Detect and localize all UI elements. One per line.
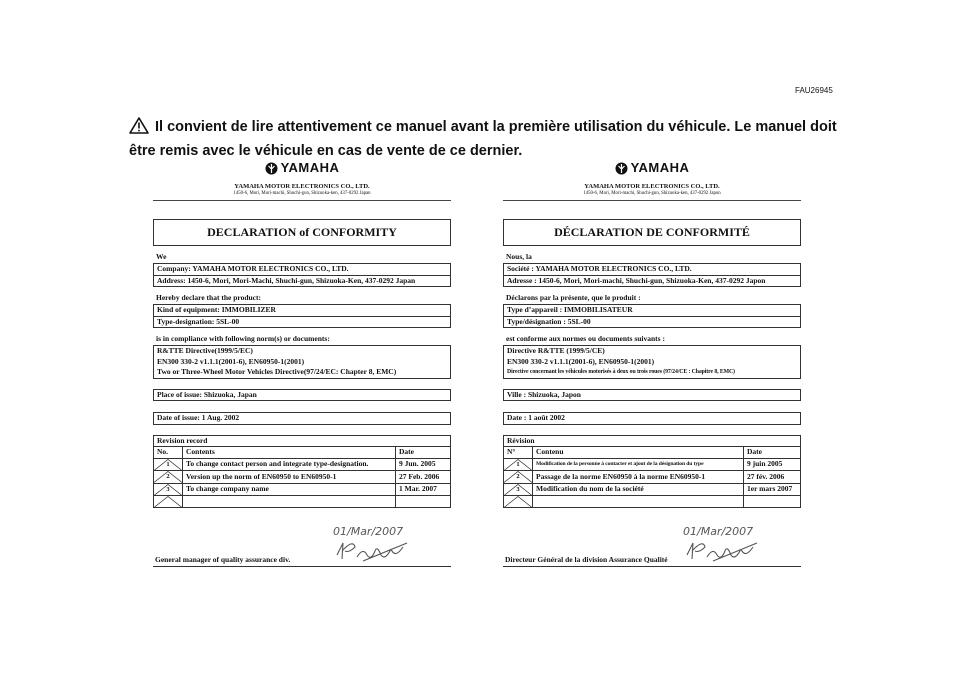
declaration-title: DECLARATION of CONFORMITY <box>153 219 451 246</box>
date-box <box>503 412 801 425</box>
norm-row: R&TTE Directive(1999/5/EC) <box>157 346 253 355</box>
date-box <box>153 412 451 425</box>
norms-box <box>503 345 801 379</box>
rev-date: 9 Jun. 2005 <box>396 458 451 471</box>
rev-contents: Passage de la norme EN60950 à la norme EN60950-1 <box>533 471 744 484</box>
type-row: Type/désignation : 5SL-00 <box>504 316 800 328</box>
divider <box>503 200 801 201</box>
declaration-title: DÉCLARATION DE CONFORMITÉ <box>503 219 801 246</box>
warning-text: Il convient de lire attentivement ce manuel avant la première utilisation du véhicule. Le manuel doit être remis avec le véhicule en cas de vente de ce dernier. <box>129 119 837 159</box>
company-name: YAMAHA MOTOR ELECTRONICS CO., LTD. <box>584 183 720 190</box>
revision-title: Révision <box>504 435 801 447</box>
rev-no: 1 <box>166 460 170 468</box>
table-row <box>154 496 451 508</box>
signatory-title: Directeur Général de la division Assurance Qualité <box>505 554 668 564</box>
rev-date: 27 fév. 2006 <box>744 471 801 484</box>
revision-title: Revision record <box>154 435 451 447</box>
svg-text:01/Mar/2007: 01/Mar/2007 <box>333 524 404 538</box>
table-row <box>154 458 451 471</box>
warning-notice <box>129 115 849 163</box>
address-row: Adresse : 1450-6, Mori, Mori-machi, Shuchi-gun, Shizuoka-Ken, 437-0292 Japon <box>504 275 800 287</box>
place-box <box>153 389 451 402</box>
revision-table <box>153 435 451 508</box>
table-row <box>154 483 451 496</box>
address-row: Address: 1450-6, Mori, Mori-Machi, Shuchi-gun, Shizuoka-Ken, 437-0292 Japan <box>154 275 450 287</box>
tuning-fork-logo-icon <box>615 162 628 175</box>
svg-text:01/Mar/2007: 01/Mar/2007 <box>683 524 754 538</box>
table-row <box>504 496 801 508</box>
date-issue-row: Date : 1 août 2002 <box>507 413 565 422</box>
rev-no-header: N° <box>504 447 533 459</box>
rev-date: 27 Feb. 2006 <box>396 471 451 484</box>
signatory-title: General manager of quality assurance div. <box>155 554 291 564</box>
table-row <box>504 458 801 471</box>
table-row <box>504 483 801 496</box>
rev-contents: Modification du nom de la société <box>533 483 744 496</box>
revision-table <box>503 435 801 508</box>
rev-no: 2 <box>516 473 520 480</box>
warning-icon <box>129 117 149 134</box>
signature-block <box>503 523 801 583</box>
norm-row: Directive R&TTE (1999/5/CE) <box>507 346 605 355</box>
type-row: Type-designation: 5SL-00 <box>154 316 450 328</box>
company-box <box>503 263 801 287</box>
yamaha-logo: YAMAHA <box>503 160 801 178</box>
company-row: Company: YAMAHA MOTOR ELECTRONICS CO., LTD. <box>157 264 349 273</box>
rev-date: 1er mars 2007 <box>744 483 801 496</box>
rev-contents-header: Contents <box>183 447 396 459</box>
company-address: 1450-6, Mori, Mori-machi, Shuchi-gun, Shizuoka-ken, 437-0292 Japan <box>233 191 371 196</box>
signature-line <box>503 566 801 567</box>
we-label: Nous, la <box>506 252 532 261</box>
kind-row: Kind of equipment: IMMOBILIZER <box>157 305 276 314</box>
rev-no-header: No. <box>154 447 183 459</box>
company-address: 1450-6, Mori, Mori-machi, Shuchi-gun, Shizuoka-ken, 437-0292 Japon <box>583 191 721 196</box>
rev-contents: Modification de la personne à contacter et ajout de la désignation du type <box>533 458 744 471</box>
signature-icon <box>683 537 763 565</box>
compliance-label: est conforme aux normes ou documents suivants : <box>506 334 665 343</box>
norms-box <box>153 345 451 379</box>
rev-no: 1 <box>516 460 520 468</box>
place-row: Place of issue: Shizuoka, Japan <box>157 389 257 399</box>
declaration-english <box>153 160 451 583</box>
rev-no: 3 <box>166 485 170 493</box>
rev-contents: To change company name <box>183 483 396 496</box>
yamaha-logo: YAMAHA <box>153 160 451 178</box>
rev-date: 9 juin 2005 <box>744 458 801 471</box>
kind-row: Type d’appareil : IMMOBILISATEUR <box>507 305 633 314</box>
we-label: We <box>156 252 167 261</box>
rev-no: 2 <box>166 473 170 480</box>
norm-row: EN300 330-2 v1.1.1(2001-6), EN60950-1(2001) <box>157 356 305 366</box>
date-issue-row: Date of issue: 1 Aug. 2002 <box>157 413 240 422</box>
rev-contents: Version up the norm of EN60950 to EN60950-1 <box>183 471 396 484</box>
place-row: Ville : Shizuoka, Japon <box>507 389 581 399</box>
divider <box>153 200 451 201</box>
signature-block <box>153 523 451 583</box>
product-box <box>153 304 451 328</box>
place-box <box>503 389 801 402</box>
rev-contents: To change contact person and integrate type-designation. <box>183 458 396 471</box>
rev-no: 3 <box>516 485 520 493</box>
norm-row: EN300 330-2 v1.1.1(2001-6), EN60950-1(2001) <box>507 356 655 366</box>
product-box <box>503 304 801 328</box>
company-name: YAMAHA MOTOR ELECTRONICS CO., LTD. <box>234 183 370 190</box>
rev-date-header: Date <box>744 447 801 459</box>
declare-label: Hereby declare that the product: <box>156 293 261 302</box>
company-row: Société : YAMAHA MOTOR ELECTRONICS CO., LTD. <box>507 264 692 273</box>
declaration-french <box>503 160 801 583</box>
signature-line <box>153 566 451 567</box>
norm-row: Two or Three-Wheel Motor Vehicles Directive(97/24/EC: Chapter 8, EMC) <box>157 367 397 376</box>
signature-icon <box>333 537 413 565</box>
compliance-label: is in compliance with following norm(s) or documents: <box>156 334 330 343</box>
table-row <box>504 471 801 484</box>
norm-row: Directive concernant les véhicules motorisés à deux ou trois roues (97/24/CE : Chapitre 8, EMC) <box>507 369 735 375</box>
table-row <box>154 471 451 484</box>
rev-date-header: Date <box>396 447 451 459</box>
tuning-fork-logo-icon <box>265 162 278 175</box>
company-box <box>153 263 451 287</box>
page-code: FAU26945 <box>795 86 833 95</box>
rev-contents-header: Contenu <box>533 447 744 459</box>
rev-date: 1 Mar. 2007 <box>396 483 451 496</box>
declare-label: Déclarons par la présente, que le produit : <box>506 293 641 302</box>
